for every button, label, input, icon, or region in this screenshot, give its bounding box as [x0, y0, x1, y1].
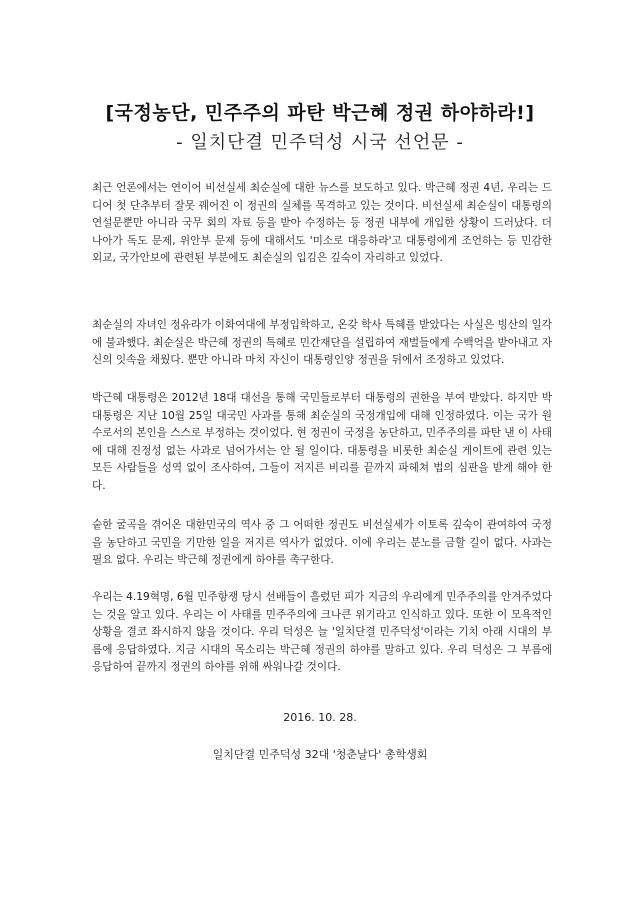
paragraph-3: 박근혜 대통령은 2012년 18대 대선을 통해 국민들로부터 대통령의 권한을 부여 받았다. 하지만 박 대통령은 지난 10월 25일 대국민 사과를 통해 최순실의 국정개입에 대해 인정하였다. 이는 국가 원수로서의 본인을 스스로 부정하는 것이었다. 현 정권이 국정을 농단하고, 민주주의를 파탄 낸 이 사태에 대해 진정성 없는 사과로 넘어가서는 안 될 일이다. 대통령을 비롯한 최순실 게이트에 관련 있는 모든 사람들을 성역 없이 조사하여, 그들이 저지른 비리를 끝까지 파헤쳐 법의 심판을 받게 해야 한다. [92, 392, 552, 492]
document-date: 2016. 10. 28. [283, 711, 357, 724]
document-title: [국정농단, 민주주의 파탄 박근혜 정권 하야하라!] [105, 102, 535, 124]
document-signature: 일치단결 민주덕성 32대 '청춘날다' 총학생회 [212, 748, 428, 761]
paragraph-5: 우리는 4.19혁명, 6월 민주항쟁 당시 선배들이 흘렸던 피가 지금의 우리에게 민주주의를 안겨주었다는 것을 알고 있다. 우리는 이 사태를 민주주의에 크나큰 위기라고 인식하고 있다. 또한 이 모욕적인 상황을 결코 좌시하지 않을 것이다. 우리 덕성은 늘 '일치단결 민주덕성'이라는 기치 아래 시대의 부름에 응답하였다. 지금 시대의 목소리는 박근혜 정권의 하야를 말하고 있다. 우리 덕성은 그 부름에 응답하여 끝까지 정권의 하야를 위해 싸워나갈 것이다. [92, 591, 552, 674]
document-subtitle: - 일치단결 민주덕성 시국 선언문 - [176, 132, 464, 153]
paragraph-1: 최근 언론에서는 연이어 비선실세 최순실에 대한 뉴스를 보도하고 있다. 박근혜 정권 4년, 우리는 드디어 첫 단추부터 잘못 꿰어진 이 정권의 실체를 목격하고 있는 것이다. 비선실세 최순실이 대통령의 연설문뿐만 아니라 국무 회의 자료 등을 받아 수정하는 등 정권 내부에 개입한 상황이 드러났다. 더 나아가 독도 문제, 위안부 문제 등에 대해서도 '미소로 대응하라'고 대통령에게 조언하는 등 민감한 외교, 국가안보에 관련된 부분에도 최순실의 입김은 깊숙이 자리하고 있었다. [92, 182, 552, 265]
paragraph-4: 숱한 굴곡을 겪어온 대한민국의 역사 중 그 어떠한 정권도 비선실세가 이토록 깊숙이 관여하여 국정을 농단하고 국민을 기만한 일을 저지른 역사가 없었다. 이에 우리는 분노를 금할 길이 없다. 사과는 필요 없다. 우리는 박근혜 정권에게 하야를 촉구한다. [92, 519, 552, 567]
paragraph-2: 최순실의 자녀인 정유라가 이화여대에 부정입학하고, 온갖 학사 특혜를 받았다는 사실은 빙산의 일각에 불과했다. 최순실은 박근혜 정권의 특혜로 민간재단을 설립하여 재벌들에게 수백억을 받아내고 자신의 잇속을 채웠다. 뿐만 아니라 마치 자신이 대통령인양 정권을 뒤에서 조정하고 있었다. [92, 319, 552, 367]
